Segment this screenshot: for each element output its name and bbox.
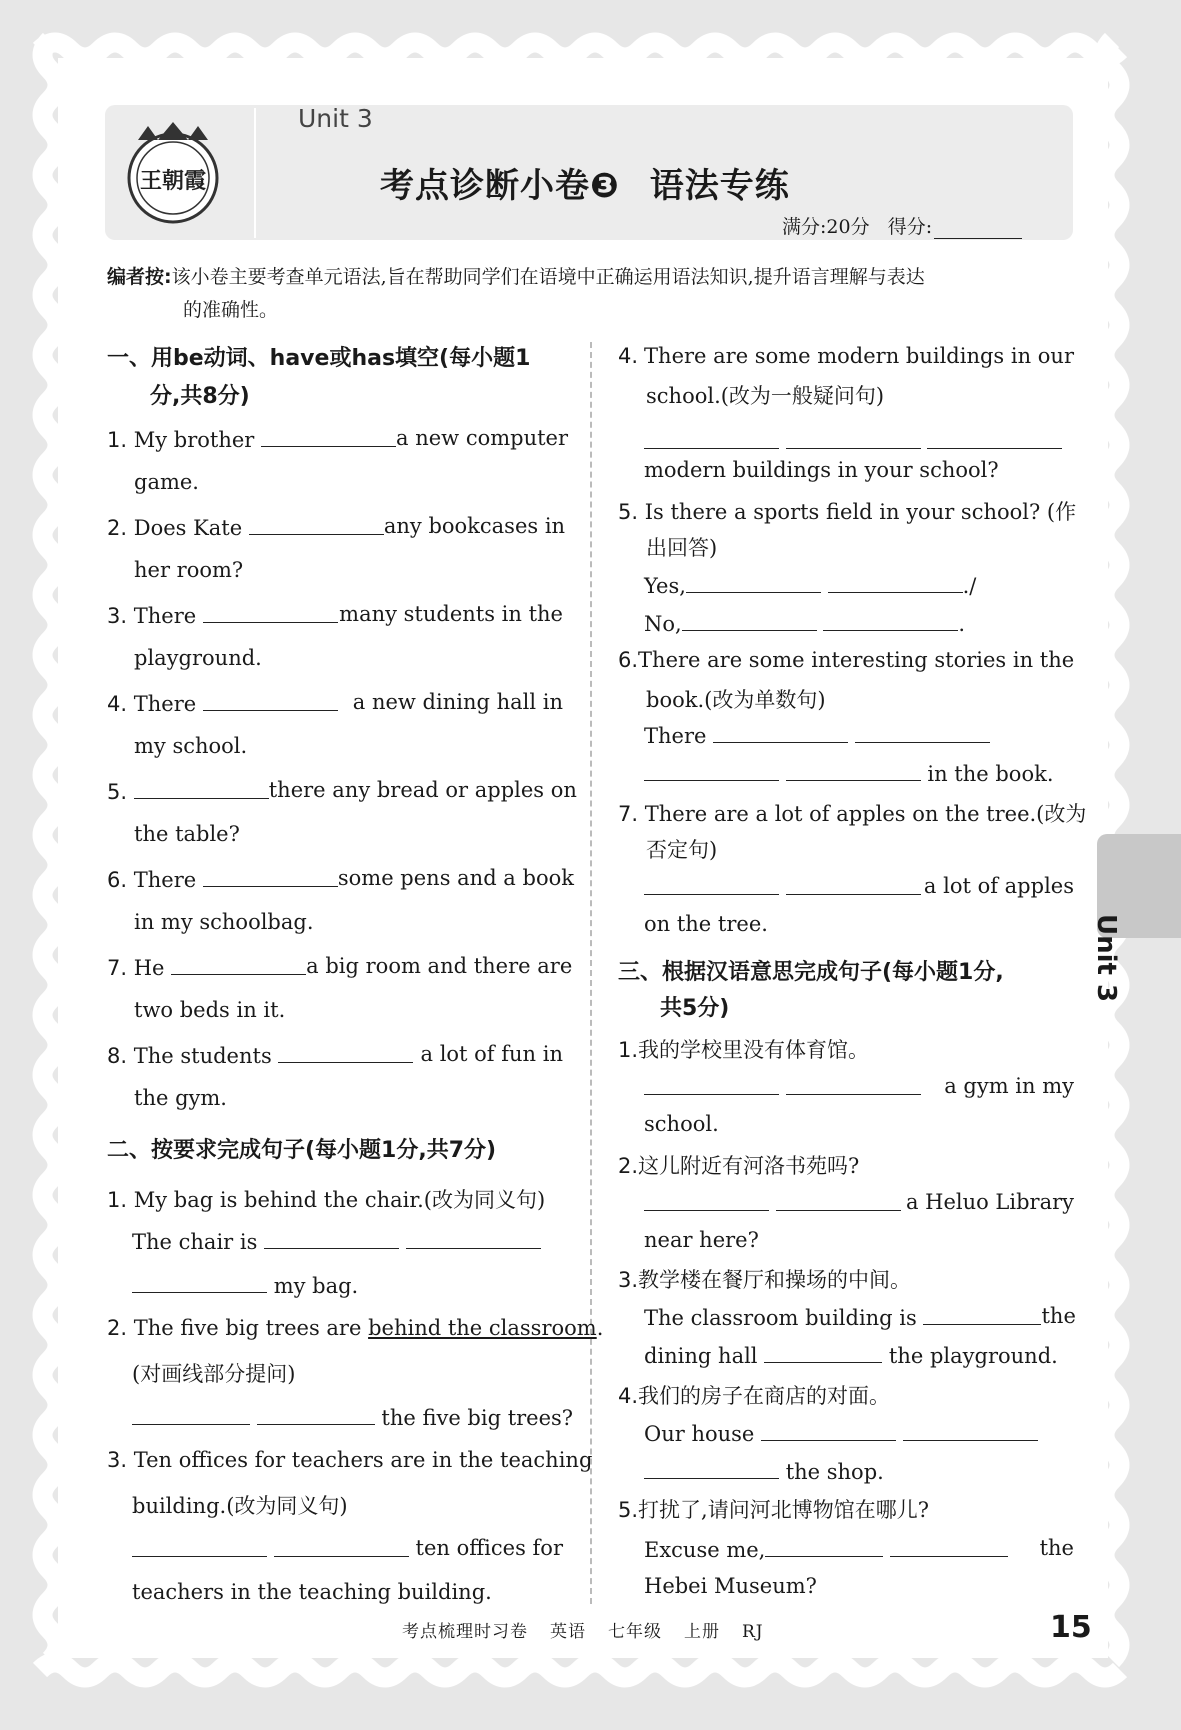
s1-q7: 7. He a big room and there are — [107, 954, 573, 980]
s2-q4-cont: school.(改为一般疑问句) — [646, 384, 885, 408]
s1-q4: 4. There a new dining hall in — [107, 690, 563, 716]
answer-blank[interactable] — [132, 1536, 267, 1557]
answer-blank[interactable] — [644, 874, 779, 895]
section1-heading-cont: 分,共8分) — [150, 384, 250, 409]
s2-q7-answer: a lot of apples — [644, 874, 1074, 900]
publisher-logo — [118, 118, 228, 228]
answer-blank[interactable] — [828, 572, 963, 593]
s3-q3-answer: The classroom building is the — [644, 1304, 1076, 1330]
answer-blank[interactable] — [644, 760, 779, 781]
s2-q3-cont: building.(改为同义句) — [132, 1494, 348, 1518]
answer-blank[interactable] — [406, 1228, 541, 1249]
answer-blank[interactable] — [761, 1420, 896, 1441]
answer-blank[interactable] — [171, 954, 306, 975]
s3-q4-answer: Our house — [644, 1420, 1038, 1446]
answer-blank[interactable] — [764, 1342, 882, 1363]
s2-q4: 4. There are some modern buildings in our — [618, 344, 1074, 368]
answer-blank[interactable] — [249, 514, 384, 535]
answer-blank[interactable] — [903, 1420, 1038, 1441]
answer-blank[interactable] — [264, 1228, 399, 1249]
answer-blank[interactable] — [261, 426, 396, 447]
answer-blank[interactable] — [786, 428, 921, 449]
s1-q3-cont: playground. — [134, 646, 262, 670]
s2-q3-cont2: teachers in the teaching building. — [132, 1580, 492, 1604]
s3-q3-answer2: dining hall the playground. — [644, 1344, 1058, 1368]
s3-q4-answer2: the shop. — [644, 1458, 884, 1484]
answer-blank[interactable] — [274, 1536, 409, 1557]
s2-q5-cont: 出回答) — [646, 536, 718, 560]
s3-q1-answer: a gym in my — [644, 1074, 1074, 1100]
s1-q2: 2. Does Kate any bookcases in — [107, 514, 566, 540]
s1-q5-cont: the table? — [134, 822, 240, 846]
s2-q6-answer2: in the book. — [644, 760, 1054, 786]
score-box: 满分:20分 得分: — [782, 212, 1022, 239]
header-divider — [254, 108, 256, 238]
answer-blank[interactable] — [776, 1190, 901, 1211]
answer-blank[interactable] — [823, 610, 958, 631]
s3-q2-answer: a Heluo Library — [644, 1190, 1074, 1216]
s2-q7: 7. There are a lot of apples on the tree.(改为 — [618, 802, 1087, 826]
answer-blank[interactable] — [257, 1404, 375, 1425]
unit-side-tab: Unit 3 — [1097, 834, 1181, 938]
answer-blank[interactable] — [203, 866, 338, 887]
answer-blank[interactable] — [644, 1074, 779, 1095]
answer-blank[interactable] — [644, 1458, 779, 1479]
answer-blank[interactable] — [644, 1190, 769, 1211]
column-divider — [590, 342, 592, 1604]
page-number: 15 — [1050, 1610, 1092, 1645]
footer: 考点梳理时习卷 英语 七年级 上册 RJ — [402, 1622, 764, 1642]
s3-q4: 4.我们的房子在商店的对面。 — [618, 1384, 891, 1408]
answer-blank[interactable] — [132, 1404, 250, 1425]
s2-q7-cont2: on the tree. — [644, 912, 768, 936]
editor-note: 编者按:该小卷主要考查单元语法,旨在帮助同学们在语境中正确运用语法知识,提升语言理解与表达 的准确性。 — [107, 266, 925, 321]
answer-blank[interactable] — [278, 1042, 413, 1063]
s2-q7-cont: 否定句) — [646, 838, 718, 862]
answer-blank[interactable] — [786, 760, 921, 781]
answer-blank[interactable] — [927, 428, 1062, 449]
s2-q1-answer2: my bag. — [132, 1272, 358, 1298]
answer-blank[interactable] — [786, 874, 921, 895]
s2-q1: 1. My bag is behind the chair.(改为同义句) — [107, 1188, 546, 1212]
s1-q2-cont: her room? — [134, 558, 244, 582]
answer-blank[interactable] — [203, 690, 338, 711]
page-title: 考点诊断小卷❸ 语法专练 — [380, 166, 790, 206]
answer-blank[interactable] — [923, 1304, 1041, 1325]
s1-q8: 8. The students a lot of fun in — [107, 1042, 563, 1068]
s2-q1-answer: The chair is — [132, 1228, 541, 1254]
answer-blank[interactable] — [686, 572, 821, 593]
s1-q7-cont: two beds in it. — [134, 998, 286, 1022]
unit-tag: Unit 3 — [298, 104, 373, 133]
s2-q5-no: No, . — [644, 612, 966, 636]
s2-q2-answer: the five big trees? — [132, 1404, 573, 1430]
answer-blank[interactable] — [132, 1272, 267, 1293]
answer-blank[interactable] — [134, 778, 269, 799]
s1-q6-cont: in my schoolbag. — [134, 910, 314, 934]
s3-q1: 1.我的学校里没有体育馆。 — [618, 1038, 870, 1062]
s1-q8-cont: the gym. — [134, 1086, 227, 1110]
answer-blank[interactable] — [713, 722, 848, 743]
section2-heading: 二、按要求完成句子(每小题1分,共7分) — [107, 1138, 497, 1163]
answer-blank[interactable] — [203, 602, 338, 623]
score-blank[interactable] — [934, 220, 1022, 239]
s3-q5-answer: Excuse me, the — [644, 1536, 1074, 1562]
section3-heading: 三、根据汉语意思完成句子(每小题1分, — [618, 960, 1004, 985]
answer-blank[interactable] — [786, 1074, 921, 1095]
s2-q5: 5. Is there a sports field in your school? (作 — [618, 500, 1077, 524]
s2-q6-cont: book.(改为单数句) — [646, 688, 826, 712]
s2-q6-answer: There — [644, 722, 990, 748]
s1-q1: 1. My brother a new computer — [107, 426, 569, 452]
answer-blank[interactable] — [890, 1536, 1008, 1557]
s2-q2: 2. The five big trees are behind the classroom. — [107, 1316, 604, 1340]
s2-q3-answer: ten offices for — [132, 1536, 563, 1562]
s3-q5: 5.打扰了,请问河北博物馆在哪儿? — [618, 1498, 929, 1522]
answer-blank[interactable] — [765, 1536, 883, 1557]
s2-q2-instr: (对画线部分提问) — [132, 1362, 296, 1386]
s1-q1-cont: game. — [134, 470, 199, 494]
s3-q2: 2.这儿附近有河洛书苑吗? — [618, 1154, 860, 1178]
answer-blank[interactable] — [682, 610, 817, 631]
s3-q1-cont: school. — [644, 1112, 719, 1136]
s1-q5: 5. there any bread or apples on — [107, 778, 577, 804]
s3-q2-cont: near here? — [644, 1228, 759, 1252]
section1-heading: 一、用be动词、have或has填空(每小题1 — [107, 346, 531, 371]
s3-q5-cont: Hebei Museum? — [644, 1574, 817, 1598]
svg-text:王朝霞: 王朝霞 — [139, 168, 207, 194]
section3-heading-cont: 共5分) — [660, 996, 730, 1021]
s2-q6: 6. There are some interesting stories in the — [618, 648, 1075, 672]
s1-q4-cont: my school. — [134, 734, 248, 758]
s2-q4-answer — [644, 428, 1062, 454]
answer-blank[interactable] — [644, 428, 779, 449]
s2-q5-yes: Yes, ./ — [644, 574, 977, 598]
s1-q6: 6. There some pens and a book — [107, 866, 574, 892]
s2-q4-cont2: modern buildings in your school? — [644, 458, 999, 482]
answer-blank[interactable] — [855, 722, 990, 743]
s1-q3: 3. There many students in the — [107, 602, 563, 628]
s3-q3: 3.教学楼在餐厅和操场的中间。 — [618, 1268, 912, 1292]
s2-q3: 3. Ten offices for teachers are in the teaching — [107, 1448, 593, 1472]
